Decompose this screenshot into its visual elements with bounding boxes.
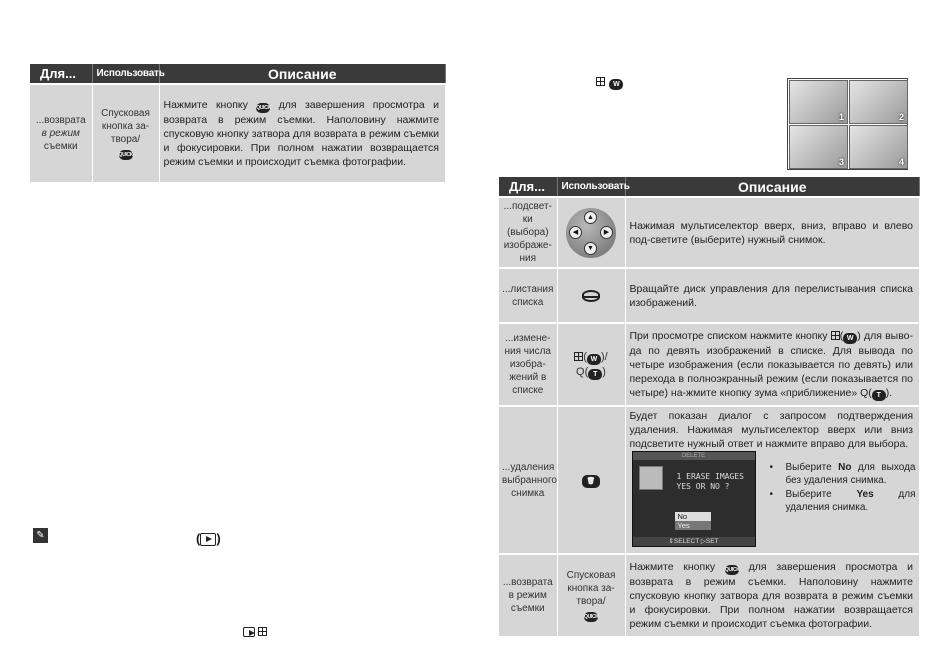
row-use-cell <box>92 84 159 182</box>
row-for-cell: ...измене-ния числа изобра-жений в списке <box>499 323 557 406</box>
header-for: Для... <box>499 177 557 197</box>
thumbnail-preview-image <box>787 78 908 170</box>
header-use: Использовать <box>557 177 625 197</box>
trash-icon: 🗑 <box>582 475 600 488</box>
zoom-in-icon: Q <box>860 386 869 399</box>
lcd-image-thumb <box>639 466 663 490</box>
lcd-delete-screen <box>632 451 756 547</box>
table-left <box>30 64 446 182</box>
playback-icon <box>200 533 216 546</box>
top-icons <box>596 72 623 90</box>
use-text: Спусковая кнопка за-твора/ <box>101 108 150 145</box>
table-row <box>30 84 446 182</box>
thumbnail: 3 <box>789 125 848 169</box>
desc-text-b: для завершения просмотра и возврата в режим съемки. Наполовину нажмите спусковую кнопку затвора для возврата в режим съемки и фокусировки. При полном нажатии возвращается режим съемки и происходит съемка фотографии. <box>163 99 439 168</box>
desc-text-a: При просмотре списком нажмите кнопку <box>629 329 828 342</box>
row-use-cell <box>557 197 625 268</box>
row-desc-cell <box>159 84 446 182</box>
quick-button-icon: QUICK <box>256 105 271 111</box>
table-row <box>499 323 920 406</box>
thumbnail-grid-icon <box>574 352 583 361</box>
header-desc: Описание <box>159 64 446 84</box>
quick-button-icon: QUICK <box>724 567 740 573</box>
zoom-in-icon: Q <box>576 365 585 378</box>
delete-bullets <box>770 461 916 515</box>
header-desc: Описание <box>625 177 920 197</box>
row-use-cell <box>557 406 625 554</box>
thumbnail: 4 <box>849 125 908 169</box>
table-row <box>499 197 920 268</box>
thumbnail-grid-icon <box>831 331 840 340</box>
thumbnail: 2 <box>849 80 908 124</box>
row-for-cell: ...удаления выбранного снимка <box>499 406 557 554</box>
command-dial-icon <box>582 290 600 302</box>
lcd-option-no: No <box>675 512 711 521</box>
row-desc-cell: Вращайте диск управления для перелистывания списка изображений. <box>625 268 920 323</box>
table-row <box>499 406 920 554</box>
row-for-cell: ...листания списка <box>499 268 557 323</box>
header-for: Для... <box>30 64 92 84</box>
delete-desc: Будет показан диалог с запросом подтверждения удаления. Нажимая мультиселектор вверх или вниз подсветите нужный ответ и нажмите вправо для выбора. <box>629 410 913 450</box>
table-header <box>30 64 446 84</box>
table-right <box>499 177 920 636</box>
for-text: ...возврата <box>35 115 86 126</box>
row-use-cell <box>557 268 625 323</box>
quick-button-icon: QUICK <box>584 614 599 620</box>
row-for-cell: ...подсвет-ки (выбора) изображе-ния <box>499 197 557 268</box>
row-desc-cell: При просмотре списком нажмите кнопку ( W ) для выво-да по девять изображений в списке. Для вывода по четыре изображения (если показывается по девять) или перехода в полноэкранный режим (если показывается по четыре) на-жмите кнопку зума «приближение» Q( T ). <box>625 323 920 406</box>
lcd-message: 1 ERASE IMAGES YES OR NO ? <box>676 472 744 491</box>
desc-text-a: Нажмите кнопку <box>163 99 248 111</box>
thumbnail-grid-icon <box>596 77 605 86</box>
playback-button-ref: ( ) <box>196 531 221 546</box>
use-text: Спусковая кнопка за-твора/ <box>566 570 616 607</box>
row-for-cell: ...возврата в режим съемки <box>499 554 557 636</box>
zoom-w-icon: W <box>843 333 857 344</box>
bullet-yes: • Выберите Yes для удаления снимка. <box>770 488 916 514</box>
multi-selector-icon: ▲ ▼ ◀ ▶ <box>566 208 616 258</box>
for-text-italic: в режим <box>41 128 80 139</box>
footer-icons <box>243 627 267 638</box>
desc-text-a: Нажмите кнопку <box>629 561 716 573</box>
table-row <box>499 268 920 323</box>
table-row <box>499 554 920 636</box>
zoom-w-icon: W <box>609 79 623 90</box>
desc-text-b: для завершения просмотра и возврата в режим съемки. Наполовину нажмите спусковую кнопку затвора для возврата в режим съемки и фокусировки. При полном нажатии возвращается режим съемки и происходит съемка фотографии. <box>629 561 913 630</box>
quick-button-icon: QUICK <box>118 152 134 158</box>
thumbnail: 1 <box>789 80 848 124</box>
lcd-title: DELETE <box>633 452 755 460</box>
bullet-no: • Выберите No для выхода без удаления снимка. <box>770 461 916 487</box>
zoom-w-icon: W <box>587 354 601 365</box>
for-text-2: съемки <box>43 141 78 152</box>
thumbnail-grid-icon <box>258 627 267 636</box>
row-use-cell: ( W )/ Q( T ) <box>557 323 625 406</box>
row-desc-cell: Нажимая мультиселектор вверх, вниз, вправо и влево под-светите (выберите) нужный снимок. <box>625 197 920 268</box>
desc-text-b: для выво-да по девять изображений в списке. Для вывода по четыре изображения (если показывается по девять) или перехода в полноэкранный режим (если показывается по четыре) на-жмите кнопку зума «приближение» <box>629 329 914 399</box>
note-pencil-icon: ✎ <box>33 528 48 543</box>
row-desc-cell <box>625 554 920 636</box>
playback-icon <box>243 627 255 637</box>
zoom-t-icon: T <box>872 390 886 401</box>
lcd-option-yes: Yes <box>675 521 711 530</box>
row-for-cell <box>30 84 92 182</box>
lcd-footer: ⇕SELECT ▷SET <box>633 537 755 546</box>
lcd-options <box>675 512 711 530</box>
table-header <box>499 177 920 197</box>
row-use-cell <box>557 554 625 636</box>
header-use: Использовать <box>92 64 159 84</box>
row-desc-cell <box>625 406 920 554</box>
zoom-t-icon: T <box>588 369 602 380</box>
